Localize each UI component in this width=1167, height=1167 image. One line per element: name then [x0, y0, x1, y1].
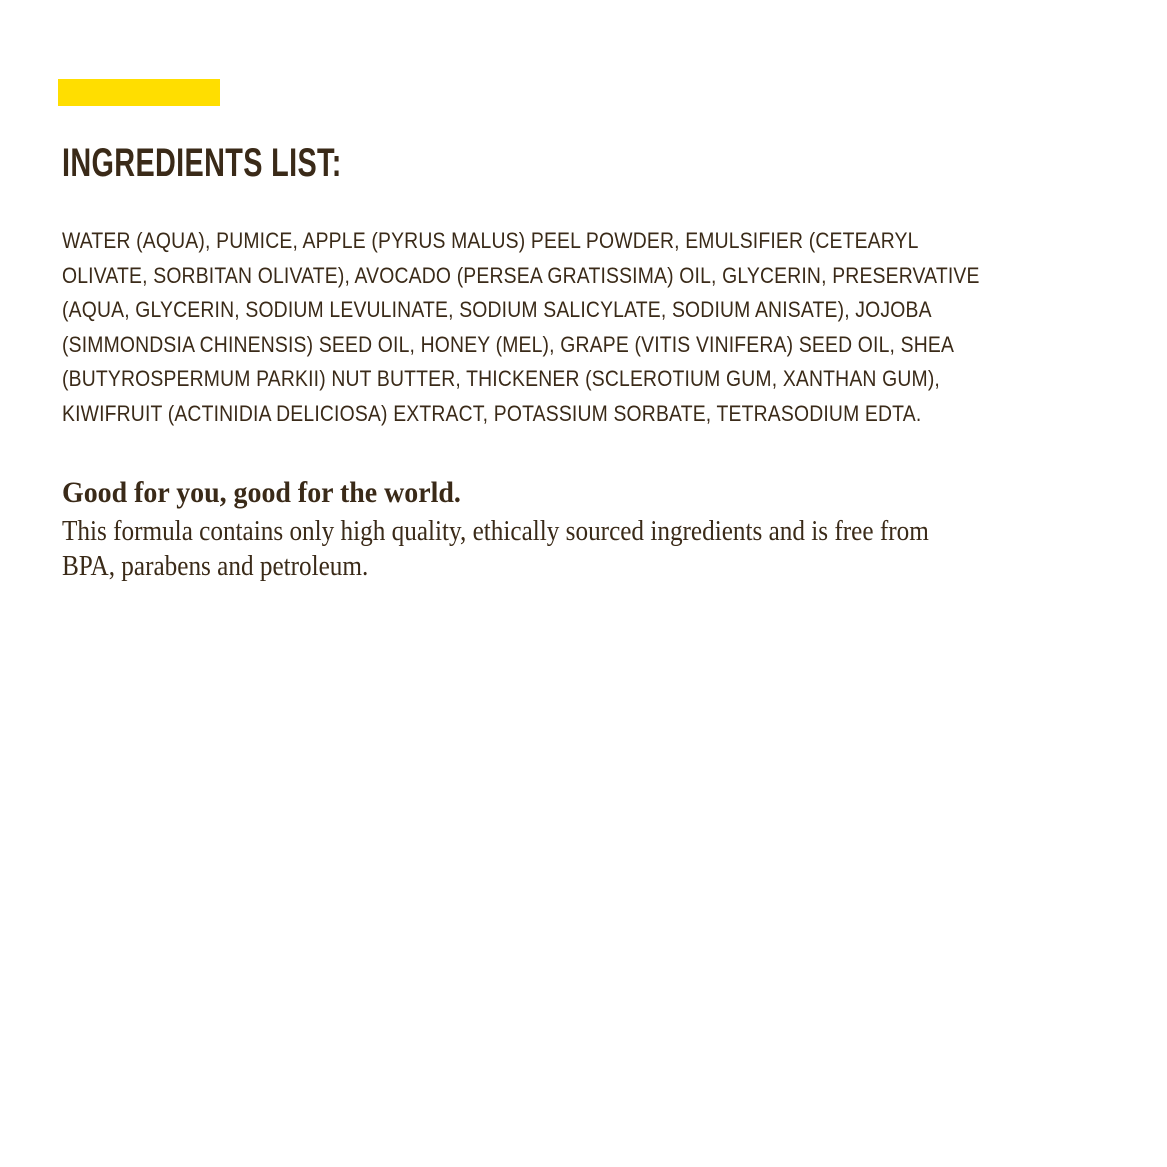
ingredients-paragraph	[62, 224, 980, 432]
ingredients-line: (BUTYROSPERMUM PARKII) NUT BUTTER, THICKENER (SCLEROTIUM GUM, XANTHAN GUM),	[62, 366, 940, 392]
ingredients-heading: INGREDIENTS LIST:	[62, 141, 342, 185]
tagline-heading: Good for you, good for the world.	[62, 476, 461, 509]
accent-bar	[58, 79, 220, 106]
tagline-line: This formula contains only high quality, ethically sourced ingredients and is free from	[62, 516, 929, 547]
ingredients-line: WATER (AQUA), PUMICE, APPLE (PYRUS MALUS) PEEL POWDER, EMULSIFIER (CETEARYL	[62, 228, 919, 253]
ingredients-line: KIWIFRUIT (ACTINIDIA DELICIOSA) EXTRACT, POTASSIUM SORBATE, TETRASODIUM EDTA.	[62, 400, 922, 426]
ingredients-line: (AQUA, GLYCERIN, SODIUM LEVULINATE, SODIUM SALICYLATE, SODIUM ANISATE), JOJOBA	[62, 297, 932, 323]
tagline-paragraph	[62, 514, 929, 584]
ingredients-line: OLIVATE, SORBITAN OLIVATE), AVOCADO (PERSEA GRATISSIMA) OIL, GLYCERIN, PRESERVATIVE	[62, 262, 980, 288]
tagline-line: BPA, parabens and petroleum.	[62, 551, 369, 582]
ingredients-line: (SIMMONDSIA CHINENSIS) SEED OIL, HONEY (MEL), GRAPE (VITIS VINIFERA) SEED OIL, SHEA	[62, 331, 955, 357]
